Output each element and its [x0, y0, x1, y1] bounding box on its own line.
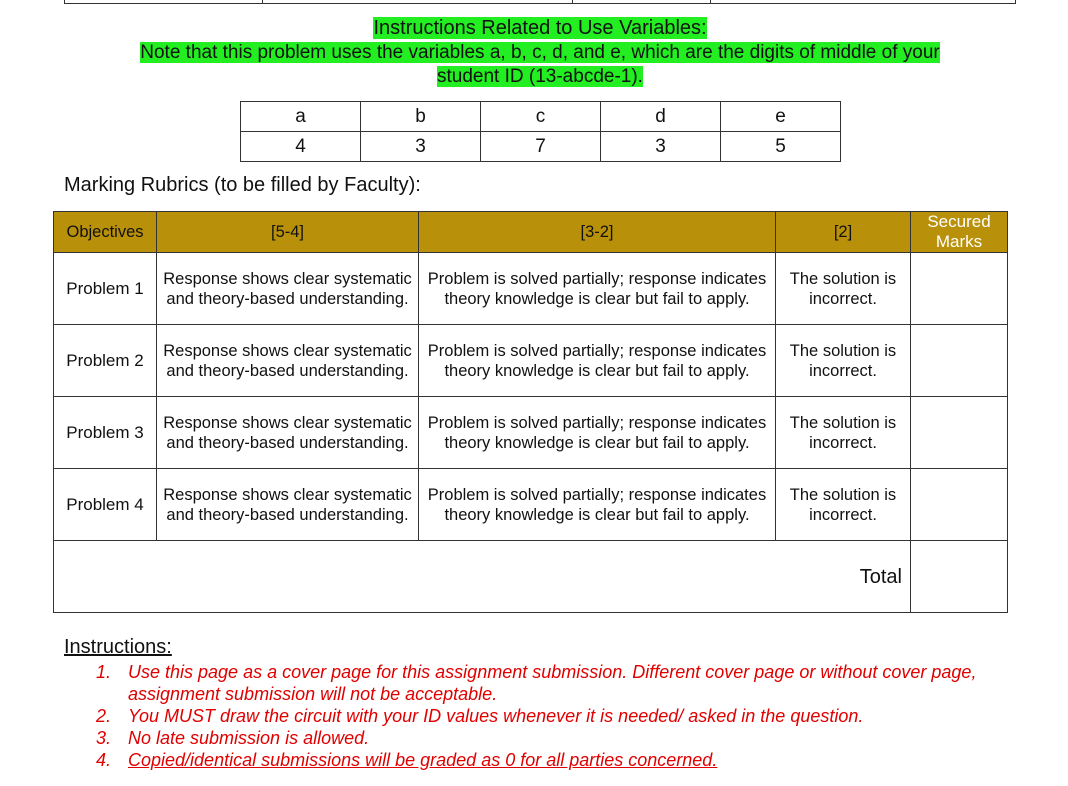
- item-number: 1.: [96, 662, 112, 682]
- criteria-high-cell: Response shows clear systematic and theory-based understanding.: [157, 397, 419, 469]
- instructions-title: Instructions:: [64, 636, 172, 658]
- variables-note-line1: Note that this problem uses the variables a, b, c, d, and e, which are the digits of middle of your: [140, 42, 940, 63]
- total-label: Total: [54, 541, 911, 613]
- criteria-low-cell: The solution is incorrect.: [776, 253, 911, 325]
- rubric-title: Marking Rubrics (to be filled by Faculty):: [64, 174, 421, 196]
- item-text: Copied/identical submissions will be graded as 0 for all parties concerned.: [128, 750, 718, 770]
- table-row: [54, 469, 1008, 541]
- variables-heading: Instructions Related to Use Variables:: [373, 17, 707, 39]
- item-number: 4.: [96, 750, 112, 770]
- criteria-high-cell: Response shows clear systematic and theory-based understanding.: [157, 253, 419, 325]
- table-row: [54, 325, 1008, 397]
- var-header-a: a: [241, 102, 361, 132]
- var-value-a: 4: [241, 132, 361, 162]
- previous-table-edge: [64, 0, 1016, 4]
- item-text: Use this page as a cover page for this assignment submission. Different cover page or without cover page, assignment submission will not be acceptable.: [128, 662, 977, 704]
- item-text: You MUST draw the circuit with your ID values whenever it is needed/ asked in the question.: [128, 706, 864, 726]
- item-number: 2.: [96, 706, 112, 726]
- var-value-d: 3: [601, 132, 721, 162]
- list-item: [96, 749, 1036, 771]
- secured-marks-cell[interactable]: [911, 397, 1008, 469]
- variables-header-row: [241, 102, 841, 132]
- criteria-low-cell: The solution is incorrect.: [776, 325, 911, 397]
- var-value-b: 3: [361, 132, 481, 162]
- objective-cell: Problem 4: [54, 469, 157, 541]
- header-objectives: Objectives: [54, 212, 157, 253]
- var-header-b: b: [361, 102, 481, 132]
- item-text: No late submission is allowed.: [128, 728, 370, 748]
- criteria-mid-cell: Problem is solved partially; response indicates theory knowledge is clear but fail to apply.: [419, 397, 776, 469]
- criteria-low-cell: The solution is incorrect.: [776, 397, 911, 469]
- table-row: [54, 253, 1008, 325]
- header-secured-marks: Secured Marks: [911, 212, 1008, 253]
- header-2: [2]: [776, 212, 911, 253]
- criteria-mid-cell: Problem is solved partially; response indicates theory knowledge is clear but fail to apply.: [419, 325, 776, 397]
- list-item: [96, 705, 1036, 727]
- secured-marks-cell[interactable]: [911, 469, 1008, 541]
- var-header-e: e: [721, 102, 841, 132]
- secured-marks-cell[interactable]: [911, 325, 1008, 397]
- var-value-e: 5: [721, 132, 841, 162]
- objective-cell: Problem 2: [54, 325, 157, 397]
- total-row: [54, 541, 1008, 613]
- rubric-header-row: [54, 212, 1008, 253]
- variables-table: [240, 101, 841, 162]
- criteria-high-cell: Response shows clear systematic and theory-based understanding.: [157, 325, 419, 397]
- objective-cell: Problem 1: [54, 253, 157, 325]
- criteria-low-cell: The solution is incorrect.: [776, 469, 911, 541]
- variables-note-line2: student ID (13-abcde-1).: [437, 66, 643, 87]
- header-5-4: [5-4]: [157, 212, 419, 253]
- var-header-d: d: [601, 102, 721, 132]
- var-value-c: 7: [481, 132, 601, 162]
- list-item: [96, 727, 1036, 749]
- criteria-high-cell: Response shows clear systematic and theory-based understanding.: [157, 469, 419, 541]
- rubric-table: [53, 211, 1008, 613]
- criteria-mid-cell: Problem is solved partially; response indicates theory knowledge is clear but fail to apply.: [419, 469, 776, 541]
- list-item: [96, 661, 1036, 705]
- variables-note: [96, 41, 984, 89]
- header-3-2: [3-2]: [419, 212, 776, 253]
- instructions-list: [96, 661, 1036, 771]
- total-marks-cell[interactable]: [911, 541, 1008, 613]
- objective-cell: Problem 3: [54, 397, 157, 469]
- variables-value-row: [241, 132, 841, 162]
- item-number: 3.: [96, 728, 112, 748]
- var-header-c: c: [481, 102, 601, 132]
- criteria-mid-cell: Problem is solved partially; response indicates theory knowledge is clear but fail to apply.: [419, 253, 776, 325]
- table-row: [54, 397, 1008, 469]
- secured-marks-cell[interactable]: [911, 253, 1008, 325]
